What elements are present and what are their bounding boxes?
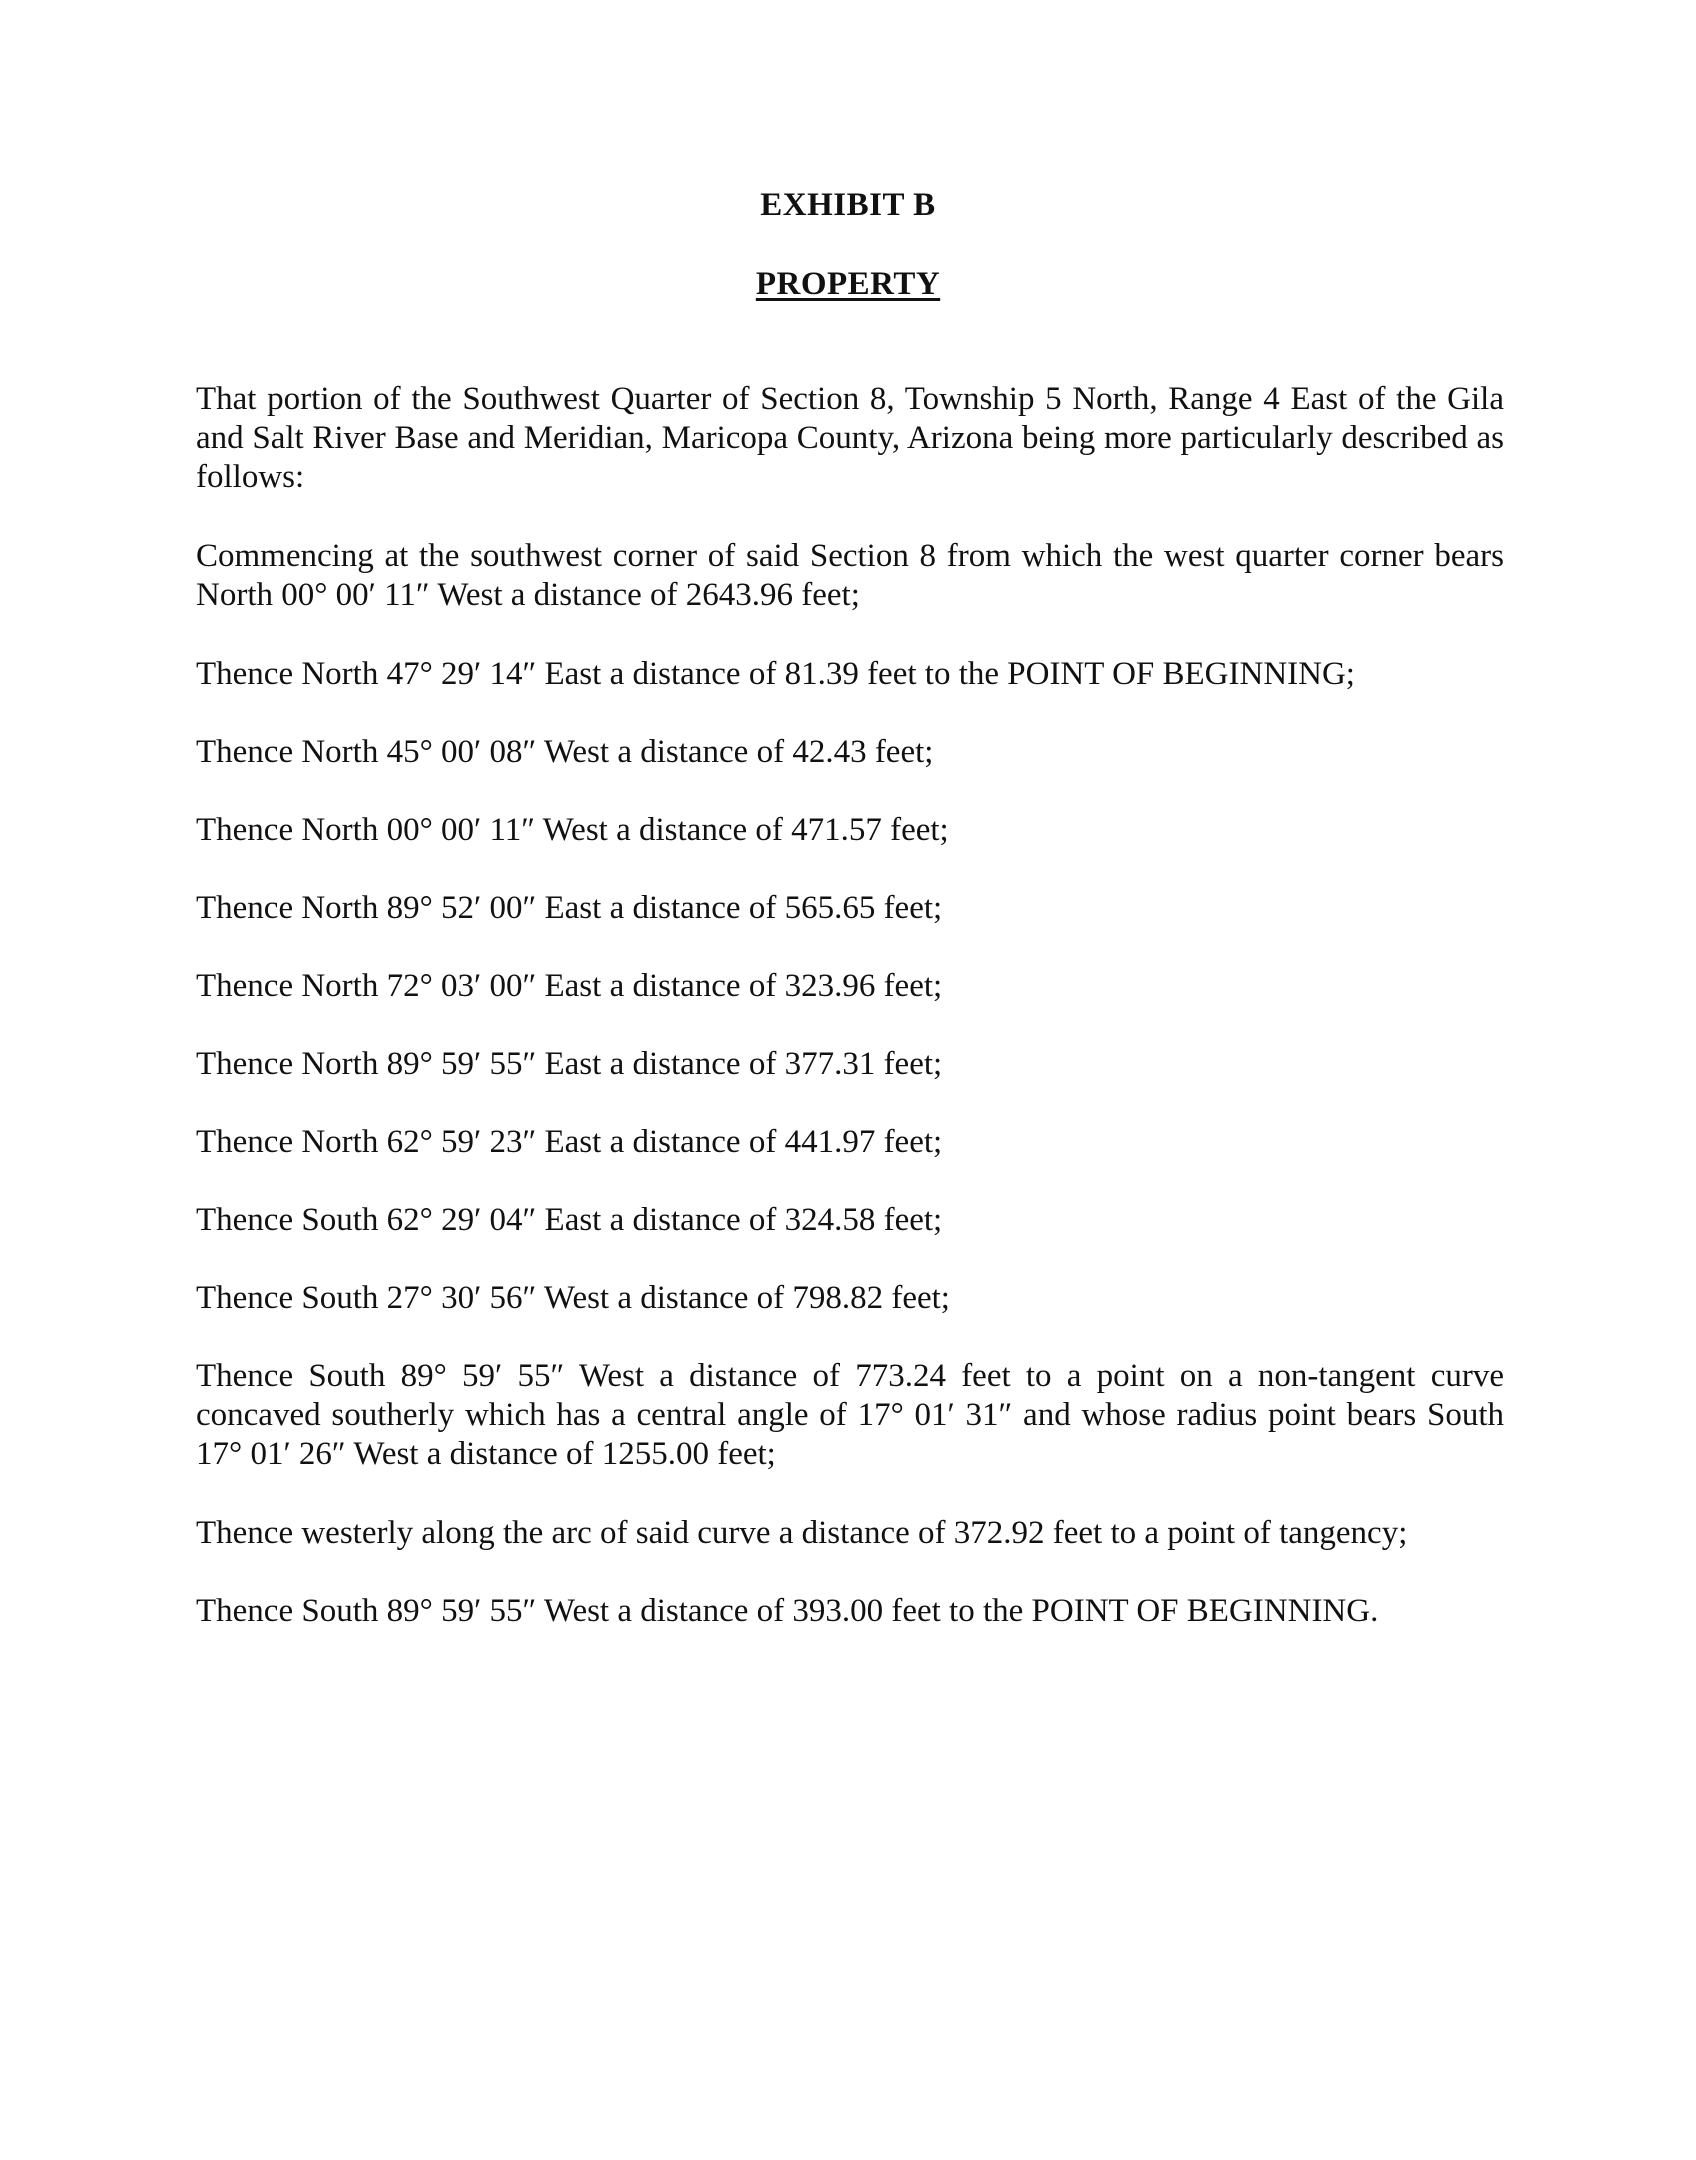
intro-paragraph: That portion of the Southwest Quarter of Section 8, Township 5 North, Range 4 East of the Gila and Salt River Base and Meridian, Maricopa County, Arizona being more particularly described as follows: [196,381,1504,495]
exhibit-heading: EXHIBIT B [760,187,936,223]
course-line: Thence North 47° 29′ 14″ East a distance of 81.39 feet to the POINT OF BEGINNING; [196,656,1355,692]
curve-paragraph: Thence South 89° 59′ 55″ West a distance of 773.24 feet to a point on a non-tangent curve concaved southerly which has a central angle of 17° 01′ 31″ and whose radius point bears South 17° 01′ 26″ West a distance of 1255.00 feet; [196,1358,1504,1472]
course-line: Thence North 89° 59′ 55″ East a distance of 377.31 feet; [196,1046,943,1082]
closing-line: Thence South 89° 59′ 55″ West a distance of 393.00 feet to the POINT OF BEGINNING. [196,1593,1379,1629]
commencement-paragraph: Commencing at the southwest corner of said Section 8 from which the west quarter corner bears North 00° 00′ 11″ West a distance of 2643.96 feet; [196,538,1504,613]
legal-description [196,380,1504,1631]
course-line: Thence South 27° 30′ 56″ West a distance of 798.82 feet; [196,1280,950,1316]
course-line: Thence South 62° 29′ 04″ East a distance of 324.58 feet; [196,1202,943,1238]
course-line: Thence North 00° 00′ 11″ West a distance of 471.57 feet; [196,812,949,848]
property-heading: PROPERTY [755,266,941,302]
course-line: Thence North 45° 00′ 08″ West a distance of 42.43 feet; [196,734,934,770]
course-line: Thence North 62° 59′ 23″ East a distance of 441.97 feet; [196,1124,943,1160]
course-line: Thence North 89° 52′ 00″ East a distance of 565.65 feet; [196,890,943,926]
arc-line: Thence westerly along the arc of said curve a distance of 372.92 feet to a point of tangency; [196,1515,1408,1551]
course-line: Thence North 72° 03′ 00″ East a distance of 323.96 feet; [196,968,943,1004]
